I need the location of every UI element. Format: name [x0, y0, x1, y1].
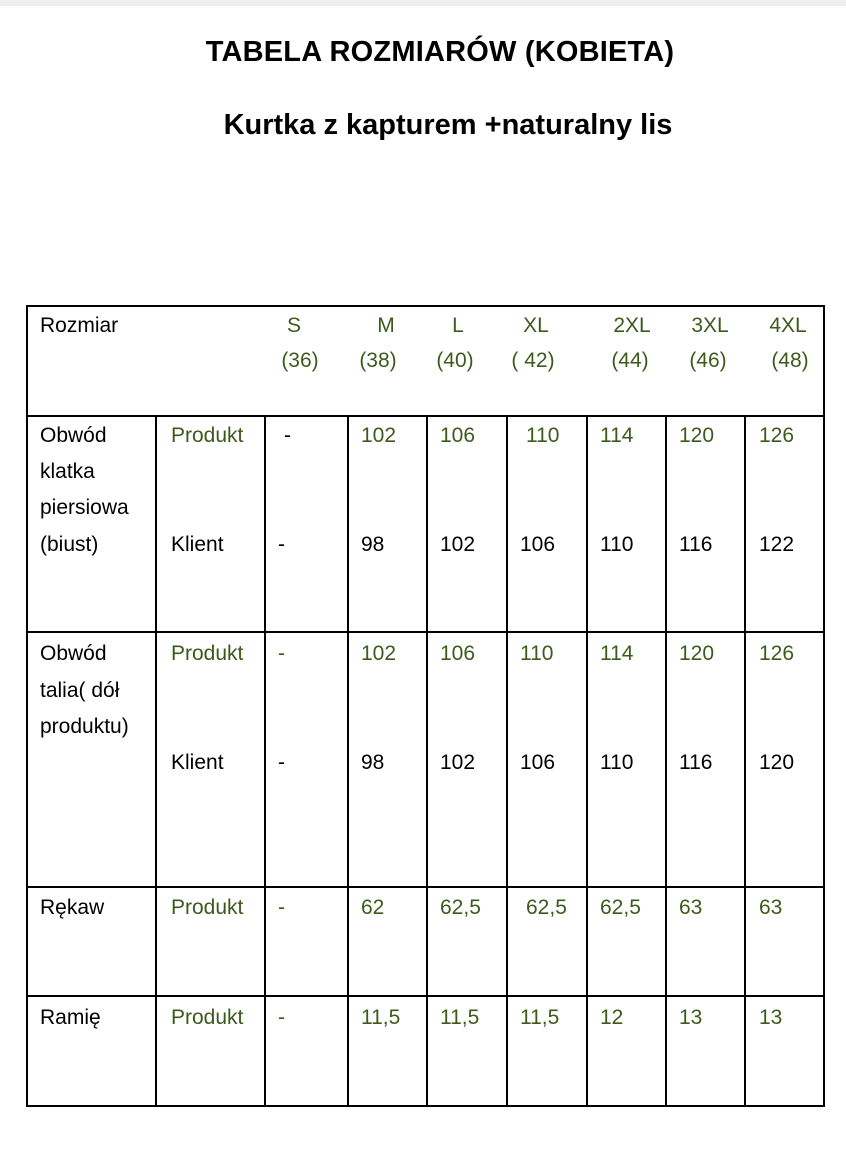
size-name: 2XL [613, 314, 651, 337]
measure-label: klatka [40, 460, 95, 483]
value-cell: 13 [679, 1006, 703, 1029]
value-cell: 114 [600, 424, 634, 447]
value-cell: 114 [600, 642, 634, 665]
size-eu: (40) [436, 349, 474, 372]
value-cell: 11,5 [520, 1006, 560, 1029]
table-col-divider [426, 415, 428, 1106]
value-cell: 102 [361, 642, 397, 665]
value-cell: 98 [361, 533, 385, 556]
size-eu: (38) [359, 349, 397, 372]
measure-label: (biust) [40, 533, 99, 556]
value-cell: 120 [679, 424, 715, 447]
size-name: 4XL [769, 314, 807, 337]
value-cell: 62,5 [600, 896, 641, 919]
measure-label: talia( dół [40, 679, 120, 702]
value-cell: 110 [600, 533, 634, 556]
size-name: M [377, 314, 395, 337]
value-cell: 13 [759, 1006, 783, 1029]
value-cell: 106 [520, 533, 556, 556]
value-cell: 11,5 [440, 1006, 480, 1029]
size-eu: (48) [771, 349, 809, 372]
table-col-divider [347, 415, 349, 1106]
table-col-divider [665, 415, 667, 1106]
size-table [26, 305, 825, 1106]
page-subtitle: Kurtka z kapturem +naturalny lis [223, 109, 673, 141]
value-cell: 98 [361, 751, 385, 774]
value-cell: - [278, 533, 285, 556]
value-cell: 63 [679, 896, 703, 919]
table-border-right [823, 305, 825, 1106]
measure-label: produktu) [40, 715, 129, 738]
value-cell: - [278, 896, 285, 919]
value-cell: 106 [440, 642, 476, 665]
value-cell: 120 [679, 642, 715, 665]
value-cell: 122 [759, 533, 795, 556]
value-cell: 102 [361, 424, 397, 447]
measure-label: piersiowa [40, 496, 129, 519]
measure-label: Obwód [40, 424, 107, 447]
size-eu: (44) [611, 349, 649, 372]
table-border-left [26, 305, 28, 1106]
value-cell: 106 [520, 751, 556, 774]
value-cell: - [278, 642, 285, 665]
product-label: Produkt [171, 424, 244, 447]
size-eu: (36) [281, 349, 319, 372]
table-col-divider [155, 415, 157, 1106]
size-eu: (46) [689, 349, 727, 372]
value-cell: 106 [440, 424, 476, 447]
value-cell: 110 [526, 424, 560, 447]
value-cell: 62 [361, 896, 385, 919]
value-cell: - [284, 424, 291, 447]
page-title: TABELA ROZMIARÓW (KOBIETA) [205, 36, 675, 68]
table-col-divider [586, 415, 588, 1106]
value-cell: 63 [759, 896, 783, 919]
value-cell: 110 [520, 642, 554, 665]
table-col-divider [506, 415, 508, 1106]
client-label: Klient [171, 533, 224, 556]
measure-label: Rękaw [40, 896, 105, 919]
value-cell: 62,5 [526, 896, 567, 919]
size-eu: ( 42) [511, 349, 555, 372]
measure-label: Ramię [40, 1006, 101, 1029]
value-cell: 116 [679, 533, 713, 556]
size-name: S [286, 314, 301, 337]
table-col-divider [744, 415, 746, 1106]
size-name: 3XL [691, 314, 729, 337]
value-cell: 62,5 [440, 896, 481, 919]
client-label: Klient [171, 751, 224, 774]
product-label: Produkt [171, 642, 244, 665]
product-label: Produkt [171, 896, 244, 919]
value-cell: 126 [759, 424, 795, 447]
size-name: L [452, 314, 464, 337]
value-cell: 102 [440, 751, 476, 774]
value-cell: 11,5 [361, 1006, 401, 1029]
value-cell: 110 [600, 751, 634, 774]
value-cell: 102 [440, 533, 476, 556]
table-col-divider [264, 415, 266, 1106]
top-bar [0, 0, 846, 6]
value-cell: 126 [759, 642, 795, 665]
value-cell: - [278, 751, 285, 774]
header-label: Rozmiar [40, 314, 119, 337]
value-cell: 116 [679, 751, 713, 774]
value-cell: 12 [600, 1006, 624, 1029]
measure-label: Obwód [40, 642, 107, 665]
size-name: XL [523, 314, 549, 337]
product-label: Produkt [171, 1006, 244, 1029]
value-cell: 120 [759, 751, 795, 774]
value-cell: - [278, 1006, 285, 1029]
